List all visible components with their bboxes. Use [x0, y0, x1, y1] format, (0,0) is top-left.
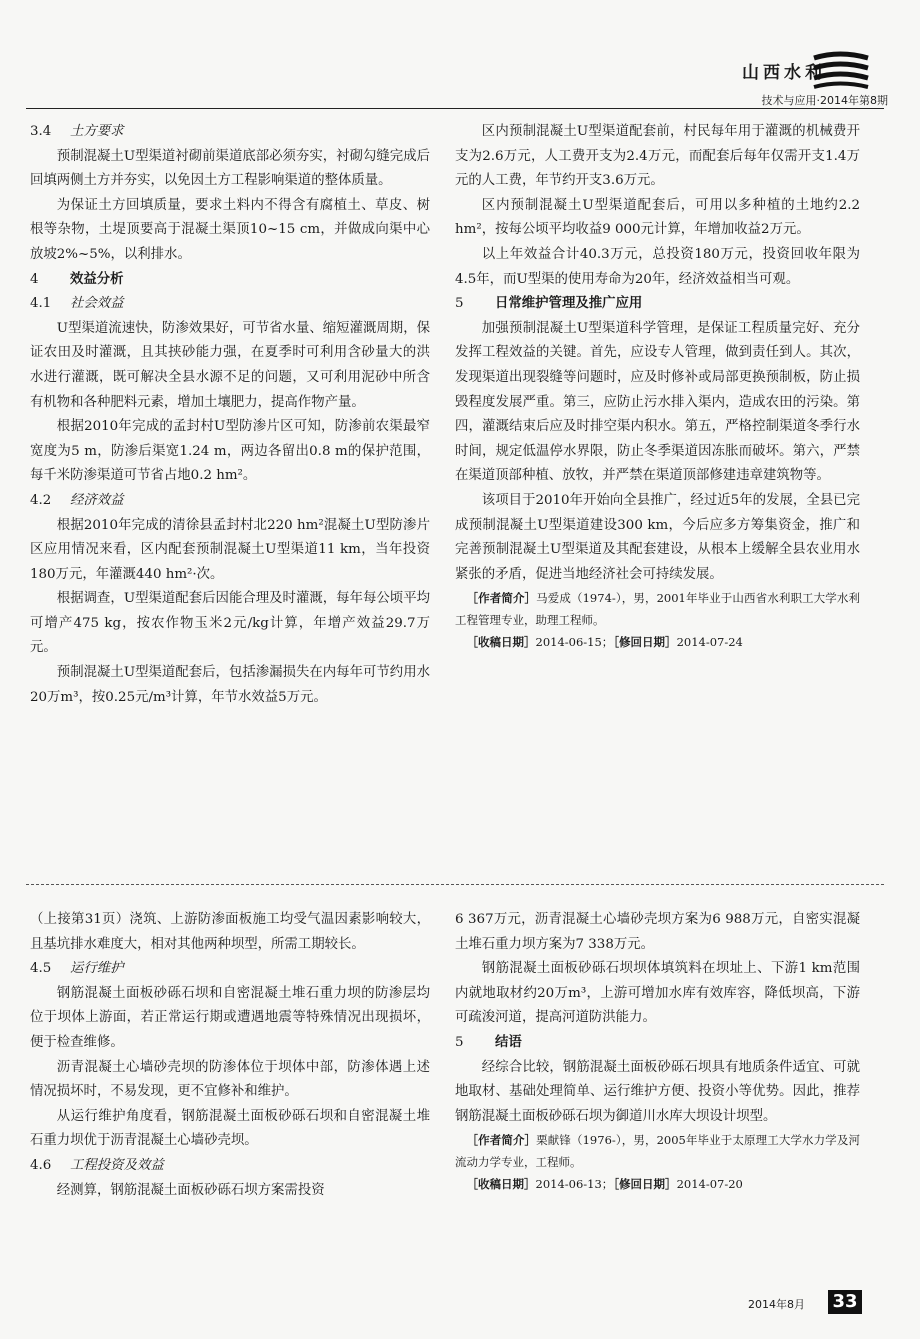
section-title: 社会效益 [70, 296, 124, 312]
paragraph: 以上年效益合计40.3万元，总投资180万元，投资回收年限为4.5年，而U型渠的使用寿命为20年，经济效益相当可观。 [455, 246, 860, 287]
section-title: 工程投资及效益 [70, 1157, 164, 1173]
subsection-heading [30, 120, 430, 145]
paragraph: 从运行维护角度看，钢筋混凝土面板砂砾石坝和自密混凝土堆石重力坝优于沥青混凝土心墙砂壳坝。 [30, 1108, 430, 1149]
paragraph: 预制混凝土U型渠道衬砌前渠道底部必须夯实，衬砌勾缝完成后回填两侧土方并夯实，以免因土方工程影响渠道的整体质量。 [30, 148, 430, 189]
subsection-heading [30, 957, 430, 982]
paragraph: 根据2010年完成的清徐县孟封村北220 hm²混凝土U型防渗片区应用情况来看，区内配套预制混凝土U型渠道11 km，当年投资180万元，年灌溉440 hm²·次。 [30, 517, 430, 582]
note-text: 栗献锋（1976-），男，2005年毕业于太原理工大学水力学及河流动力学专业，工程师。 [455, 1133, 861, 1170]
paragraph: 区内预制混凝土U型渠道配套前，村民每年用于灌溉的机械费开支为2.6万元，人工费开支为2.4万元，而配套后每年仅需开支1.4万元的人工费，年节约开支3.6万元。 [455, 124, 860, 189]
journal-issue: 技术与应用·2014年第8期 [761, 94, 888, 107]
paragraph: 该项目于2010年开始向全县推广，经过近5年的发展，全县已完成预制混凝土U型渠道建设300 km，今后应多方筹集资金，推广和完善预制混凝土U型渠道及其配套建设，从根本上缓解全县农业用水紧张的矛盾，促进当地经济社会可持续发展。 [455, 492, 860, 582]
left-column-bottom [30, 908, 430, 1203]
right-column-top [455, 120, 860, 653]
note-text: 马爱成（1974-），男，2001年毕业于山西省水利职工大学水利工程管理专业，助理工程师。 [455, 591, 861, 628]
note-label: ［收稿日期］ [466, 1177, 536, 1192]
paragraph: 钢筋混凝土面板砂砾石坝坝体填筑料在坝址上、下游1 km范围内就地取材约20万m³，上游可增加水库有效库容，降低坝高，下游可疏浚河道，提高河道防洪能力。 [455, 961, 860, 1026]
section-number: 4.1 [30, 296, 52, 312]
section-number: 4.6 [30, 1157, 52, 1173]
section-number: 4.5 [30, 961, 52, 977]
note-label: ［收稿日期］ [466, 635, 536, 650]
note-label: ［作者简介］ [466, 591, 537, 606]
section-number: 3.4 [30, 124, 52, 139]
section-title: 运行维护 [70, 961, 124, 977]
left-column-top [30, 120, 430, 710]
footer-date: 2014年8月 [748, 1298, 805, 1311]
section-number: 5 [455, 1034, 464, 1050]
section-title: 效益分析 [70, 271, 124, 287]
note-text: 2014-07-24 [676, 635, 743, 650]
paragraph: 根据2010年完成的孟封村U型防渗片区可知，防渗前农渠最窄宽度为5 m，防渗后渠宽1.24 m，两边各留出0.8 m的保护范围，每千米防渗渠道可节省占地0.2 hm²。 [30, 419, 430, 484]
subsection-heading [30, 489, 430, 514]
note-label: ［修回日期］ [613, 635, 677, 650]
note-text: 2014-07-20 [676, 1177, 743, 1192]
journal-brand: 山西水利 [742, 63, 826, 83]
note-label: ［作者简介］ [466, 1133, 537, 1148]
section-title: 经济效益 [70, 492, 124, 508]
section-title: 结语 [495, 1034, 522, 1050]
article-note [455, 631, 860, 653]
article-note [455, 1129, 860, 1173]
paragraph: 加强预制混凝土U型渠道科学管理，是保证工程质量完好、充分发挥工程效益的关键。首先，应设专人管理，做到责任到人。其次，发现渠道出现裂缝等问题时，应及时修补或局部更换预制板，防止损毁程度发展严重。第三，应防止污水排入渠内，造成农田的污染。第四，灌溉结束后应及时排空渠内积水。第五，严格控制渠道冬季行水时间，规定低温停水界限，防止冬季渠道因冻胀而破坏。第六，严禁在渠道顶部种植、放牧，并严禁在渠道顶部修建违章建筑物等。 [455, 320, 860, 484]
paragraph: U型渠道流速快，防渗效果好，可节省水量、缩短灌溉周期，保证农田及时灌溉，且其挟砂能力强，在夏季时可利用含砂量大的洪水进行灌溉，既可解决全县水源不足的问题，又可利用泥砂中所含有机物和各种肥料元素，增加土壤肥力，提高作物产量。 [30, 320, 430, 410]
section-heading [455, 1031, 860, 1056]
journal-logo-icon [812, 50, 870, 90]
note-text: 2014-06-13； [535, 1177, 614, 1192]
section-number: 4 [30, 271, 39, 287]
section-number: 4.2 [30, 492, 52, 508]
note-label: ［修回日期］ [613, 1177, 677, 1192]
section-heading [455, 292, 860, 317]
paragraph: 根据调查，U型渠道配套后因能合理及时灌溉，每年每公顷平均可增产475 kg，按农作物玉米2元/kg计算，年增产效益29.7万元。 [30, 591, 430, 656]
section-title: 土方要求 [70, 124, 124, 139]
paragraph: 钢筋混凝土面板砂砾石坝和自密混凝土堆石重力坝的防渗层均位于坝体上游面，若正常运行期或遭遇地震等特殊情况出现损坏，便于检查维修。 [30, 985, 430, 1050]
subsection-heading [30, 1154, 430, 1179]
paragraph: （上接第31页）浇筑、上游防渗面板施工均受气温因素影响较大，且基坑排水难度大，相对其他两种坝型，所需工期较长。 [30, 912, 430, 952]
paragraph: 为保证土方回填质量，要求土料内不得含有腐植土、草皮、树根等杂物，土堤顶要高于混凝土渠顶10~15 cm，并做成向渠中心放坡2%~5%，以利排水。 [30, 197, 430, 262]
paragraph: 经综合比较，钢筋混凝土面板砂砾石坝具有地质条件适宜、可就地取材、基础处理简单、运行维护方便、投资小等优势。因此，推荐钢筋混凝土面板砂砾石坝为御道川水库大坝设计坝型。 [455, 1059, 860, 1124]
subsection-heading [30, 292, 430, 317]
paragraph: 预制混凝土U型渠道配套后，包括渗漏损失在内每年可节约用水20万m³，按0.25元/m³计算，年节水效益5万元。 [30, 665, 430, 705]
article-note [455, 1173, 860, 1195]
section-number: 5 [455, 296, 464, 312]
paragraph: 沥青混凝土心墙砂壳坝的防渗体位于坝体中部，防渗体遇上述情况损坏时，不易发现，更不宜修补和维护。 [30, 1059, 430, 1100]
article-note [455, 587, 860, 631]
article-separator [26, 884, 884, 885]
page-number: 33 [828, 1290, 862, 1314]
header-rule [26, 108, 884, 109]
section-heading [30, 268, 430, 293]
paragraph: 区内预制混凝土U型渠道配套后，可用以多种植的土地约2.2 hm²，按每公顷平均收益9 000元计算，年增加收益2万元。 [455, 197, 860, 238]
right-column-bottom [455, 908, 860, 1195]
section-title: 日常维护管理及推广应用 [495, 296, 643, 312]
paragraph: 经测算，钢筋混凝土面板砂砾石坝方案需投资 [56, 1182, 325, 1198]
note-text: 2014-06-15； [535, 635, 614, 650]
paragraph: 6 367万元，沥青混凝土心墙砂壳坝方案为6 988万元，自密实混凝土堆石重力坝方案为7 338万元。 [455, 912, 860, 952]
